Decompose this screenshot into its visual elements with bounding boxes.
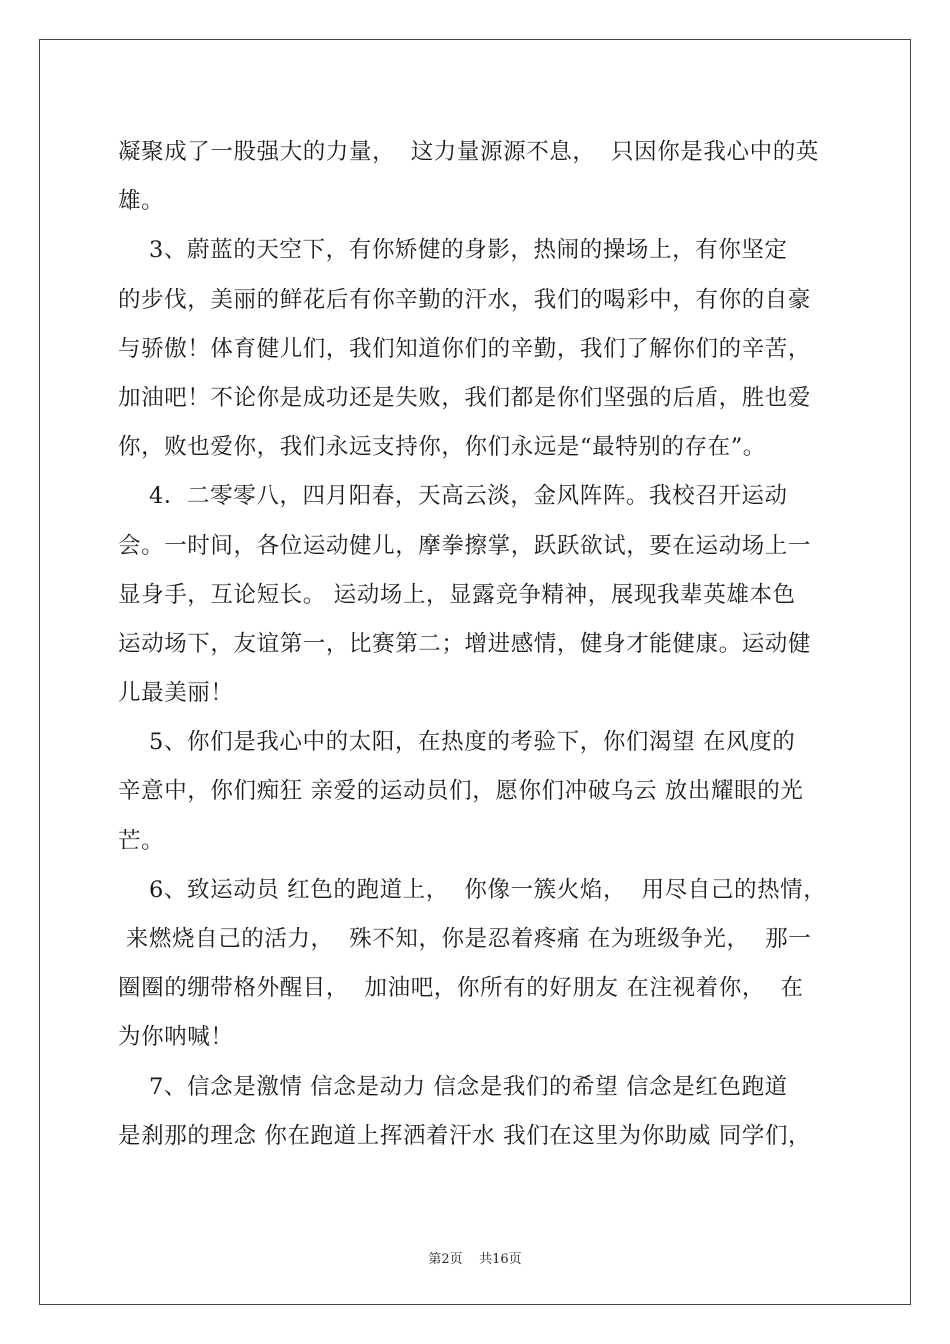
text-line: 6、致运动员 红色的跑道上， 你像一簇火焰， 用尽自己的热情， — [118, 876, 827, 903]
text-line: 来燃烧自己的活力， 殊不知，你是忍着疼痛 在为班级争光， 那一 — [118, 926, 812, 952]
text-line: 儿最美丽！ — [118, 680, 234, 707]
text-line: 你，败也爱你，我们永远支持你，你们永远是“最特别的存在”。 — [118, 434, 766, 461]
text-line: 凝聚成了一股强大的力量， 这力量源源不息， 只因你是我心中的英 — [118, 139, 819, 165]
text-line: 7、信念是激情 信念是动力 信念是我们的希望 信念是红色跑道 — [118, 1073, 788, 1100]
text-line: 显身手，互论短长。 运动场上，显露竞争精神，展现我辈英雄本色 — [118, 581, 796, 608]
text-line: 雄。 — [118, 188, 165, 215]
text-line: 的步伐，美丽的鲜花后有你辛勤的汗水，我们的喝彩中，有你的自豪 — [118, 286, 812, 313]
text-line: 会。一时间，各位运动健儿，摩拳擦掌，跃跃欲试，要在运动场上一 — [118, 532, 812, 559]
text-line: 是刹那的理念 你在跑道上挥洒着汗水 我们在这里为你助威 同学们， — [118, 1122, 812, 1149]
text-line: 圈圈的绷带格外醒目， 加油吧，你所有的好朋友 在注视着你， 在 — [118, 975, 804, 1002]
document-body — [118, 128, 836, 1161]
page-total: 共16页 — [479, 1252, 522, 1267]
text-line: 3、蔚蓝的天空下，有你矫健的身影，热闹的操场上，有你坚定 — [118, 237, 788, 264]
text-line: 与骄傲！体育健儿们，我们知道你们的辛勤，我们了解你们的辛苦， — [118, 335, 812, 362]
text-line: 5、你们是我心中的太阳，在热度的考验下，你们渴望 在风度的 — [118, 729, 796, 756]
page-number: 第2页 — [428, 1252, 463, 1267]
text-line: 辛意中，你们痴狂 亲爱的运动员们，愿你们冲破乌云 放出耀眼的光 — [118, 778, 804, 805]
text-line: 4．二零零八，四月阳春，天高云淡，金风阵阵。我校召开运动 — [118, 483, 788, 510]
text-line: 运动场下，友谊第一，比赛第二；增进感情，健身才能健康。运动健 — [118, 630, 812, 657]
text-line: 加油吧！不论你是成功还是失败，我们都是你们坚强的后盾，胜也爱 — [118, 384, 812, 411]
text-line: 为你呐喊！ — [118, 1024, 234, 1051]
text-line: 芒。 — [118, 827, 165, 854]
page-footer — [0, 1248, 950, 1267]
